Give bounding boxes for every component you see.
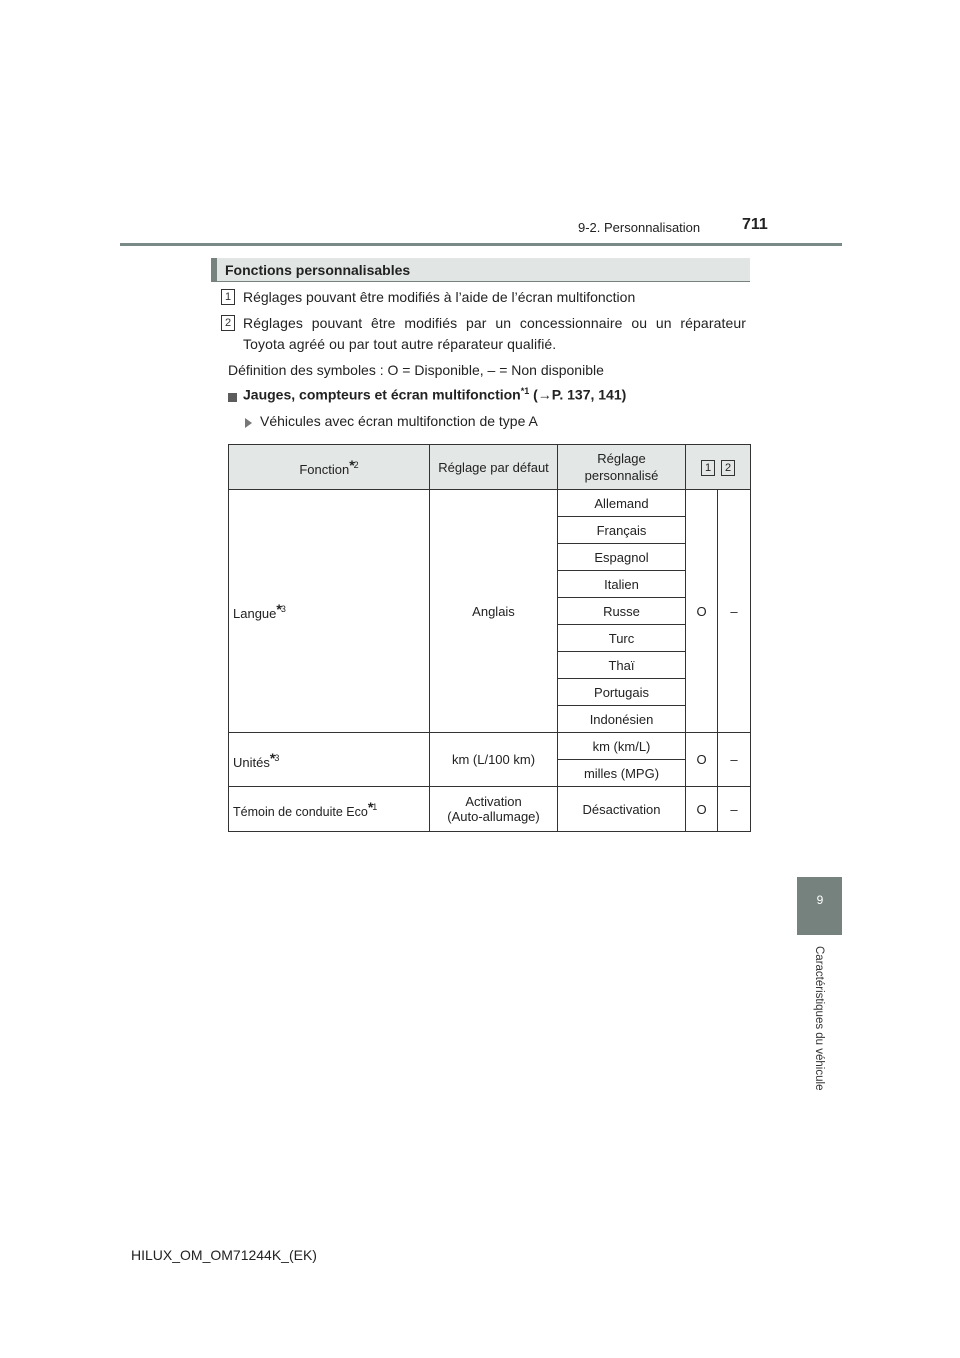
cell-option: Turc [558,625,686,652]
cell-option: Portugais [558,679,686,706]
cell-availability-1: O [686,733,718,787]
legend-number-1: 1 [221,289,235,305]
header-custom: Réglage personnalisé [558,445,686,490]
cell-function: Langue$^{*3}$ [229,490,430,733]
cell-default: Anglais [430,490,558,733]
page-number: 711 [742,216,768,233]
cell-availability-1: O [686,787,718,832]
cell-option: Désactivation [558,787,686,832]
section-heading: Fonctions personnalisables [225,262,411,278]
document-code: HILUX_OM_OM71244K_(EK) [131,1247,317,1263]
header-col-1: 1 [701,460,715,476]
table-row [229,490,751,517]
subsection-heading-note: *1 [520,386,530,396]
cell-default: Activation (Auto-allumage) [430,787,558,832]
square-bullet-icon [228,393,237,402]
legend-text-2: Réglages pouvant être modifiés par un concessionnaire ou un réparateur Toyota agréé ou par tout autre réparateur qualifié. [243,315,746,352]
cell-option: Français [558,517,686,544]
header-columns-1-2 [686,445,751,490]
cell-option: Thaï [558,652,686,679]
chapter-number: 9 [816,893,824,907]
cell-option: Indonésien [558,706,686,733]
cell-option: Russe [558,598,686,625]
settings-table [228,444,751,832]
cell-default: km (L/100 km) [430,733,558,787]
cell-function: Unités$^{*3}$ [229,733,430,787]
cell-option: Allemand [558,490,686,517]
header-function: Fonction$^{*2}$ [229,445,430,490]
page-reference-link[interactable]: (→P. 137, 141) [533,386,627,403]
cell-option: milles (MPG) [558,760,686,787]
chapter-title: Caractéristiques du véhicule [813,946,825,1091]
table-header-row [229,445,751,490]
cell-function: Témoin de conduite Eco$^{*1}$ [229,787,430,832]
header-col-2: 2 [721,460,735,476]
table-row [229,787,751,832]
table-row [229,733,751,760]
cell-availability-1: O [686,490,718,733]
vehicle-type-heading: Véhicules avec écran multifonction de type A [260,413,538,429]
cell-availability-2: – [718,733,751,787]
cell-availability-2: – [718,490,751,733]
cell-option: Italien [558,571,686,598]
section-heading-bar [211,258,750,282]
cell-option: km (km/L) [558,733,686,760]
legend-number-2: 2 [221,315,235,331]
cell-availability-2: – [718,787,751,832]
subsection-heading [243,386,626,403]
symbols-definition: Définition des symboles : O = Disponible, – = Non disponible [228,362,604,378]
triangle-bullet-icon [245,418,252,428]
legend-text-1: Réglages pouvant être modifiés à l’aide de l’écran multifonction [243,289,636,305]
header-default: Réglage par défaut [430,445,558,490]
header-section-title: 9-2. Personnalisation [578,220,701,235]
subsection-heading-text: Jauges, compteurs et écran multifonction [243,386,521,403]
header-divider [120,243,842,246]
cell-option: Espagnol [558,544,686,571]
